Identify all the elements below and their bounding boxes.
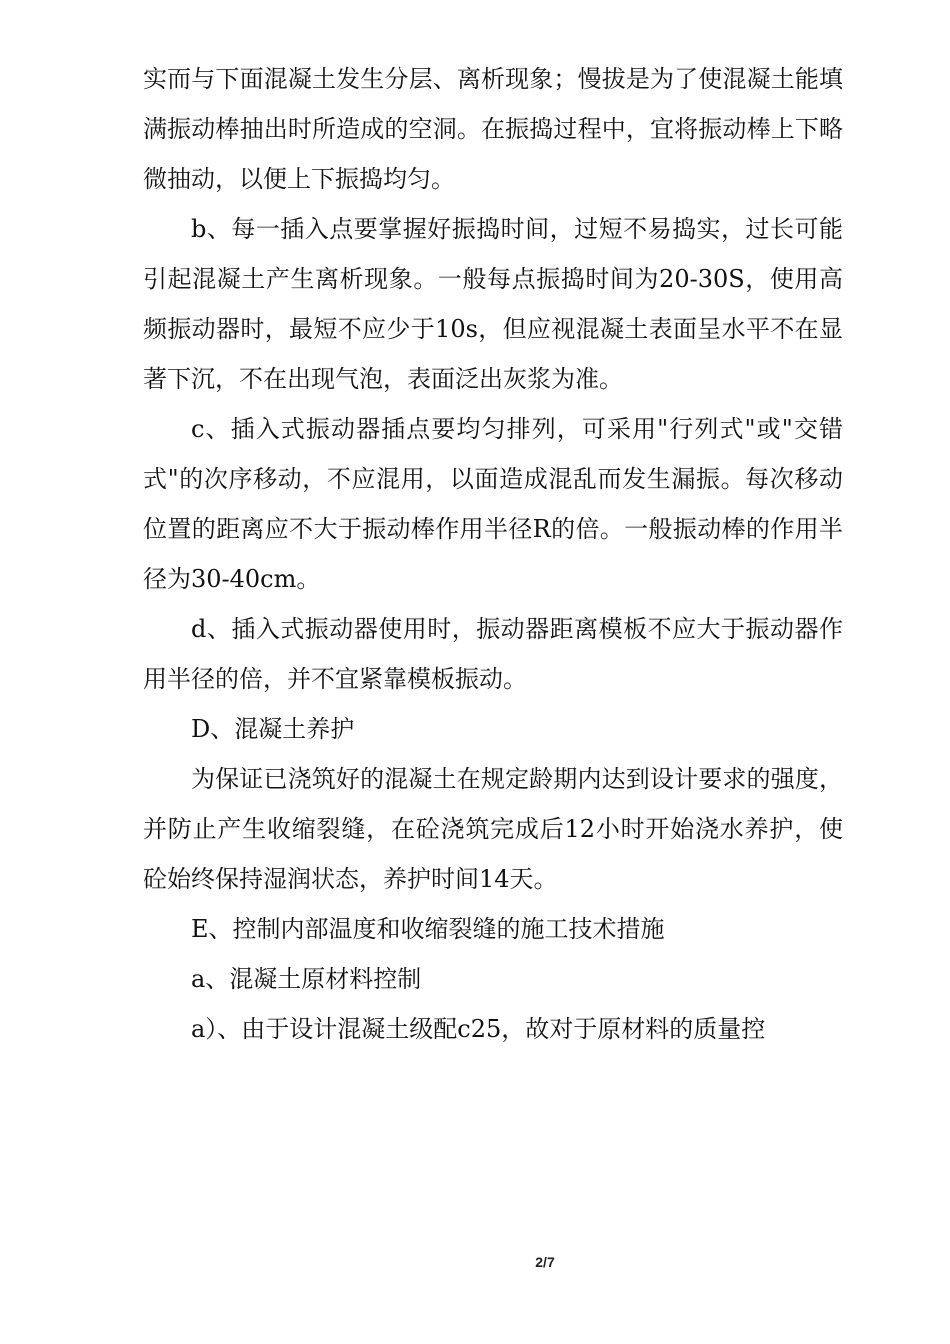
document-body xyxy=(143,54,843,1054)
section-heading-temperature-control: E、控制内部温度和收缩裂缝的施工技术措施 xyxy=(191,915,665,943)
paragraph-4: d、插入式振动器使用时，振动器距离模板不应大于振动器作用半径的倍，并不宜紧靠模板振动。 xyxy=(143,615,843,693)
paragraph-2: b、每一插入点要掌握好振捣时间，过短不易捣实，过长可能引起混凝土产生离析现象。一般每点振捣时间为20-30S，使用高频振动器时，最短不应少于10s，但应视混凝土表面呈水平不在显著下沉，不在出现气泡，表面泛出灰浆为准。 xyxy=(143,215,843,393)
paragraph-1: 实而与下面混凝土发生分层、离析现象；慢拔是为了使混凝土能填满振动棒抽出时所造成的空洞。在振捣过程中，宜将振动棒上下略微抽动，以便上下振捣均匀。 xyxy=(143,65,843,193)
paragraph-5: 为保证已浇筑好的混凝土在规定龄期内达到设计要求的强度，并防止产生收缩裂缝，在砼浇筑完成后12小时开始浇水养护，使砼始终保持湿润状态，养护时间14天。 xyxy=(143,765,843,893)
paragraph-3: c、插入式振动器插点要均匀排列，可采用"行列式"或"交错式"的次序移动，不应混用，以面造成混乱而发生漏振。每次移动位置的距离应不大于振动棒作用半径R的倍。一般振动棒的作用半径为30-40cm。 xyxy=(143,415,843,593)
section-heading-curing: D、混凝土养护 xyxy=(191,715,355,743)
subsection-heading-materials: a、混凝土原材料控制 xyxy=(191,965,422,993)
paragraph-6: a）、由于设计混凝土级配c25，故对于原材料的质量控 xyxy=(191,1015,766,1043)
page-number: 2/7 xyxy=(535,1254,555,1270)
